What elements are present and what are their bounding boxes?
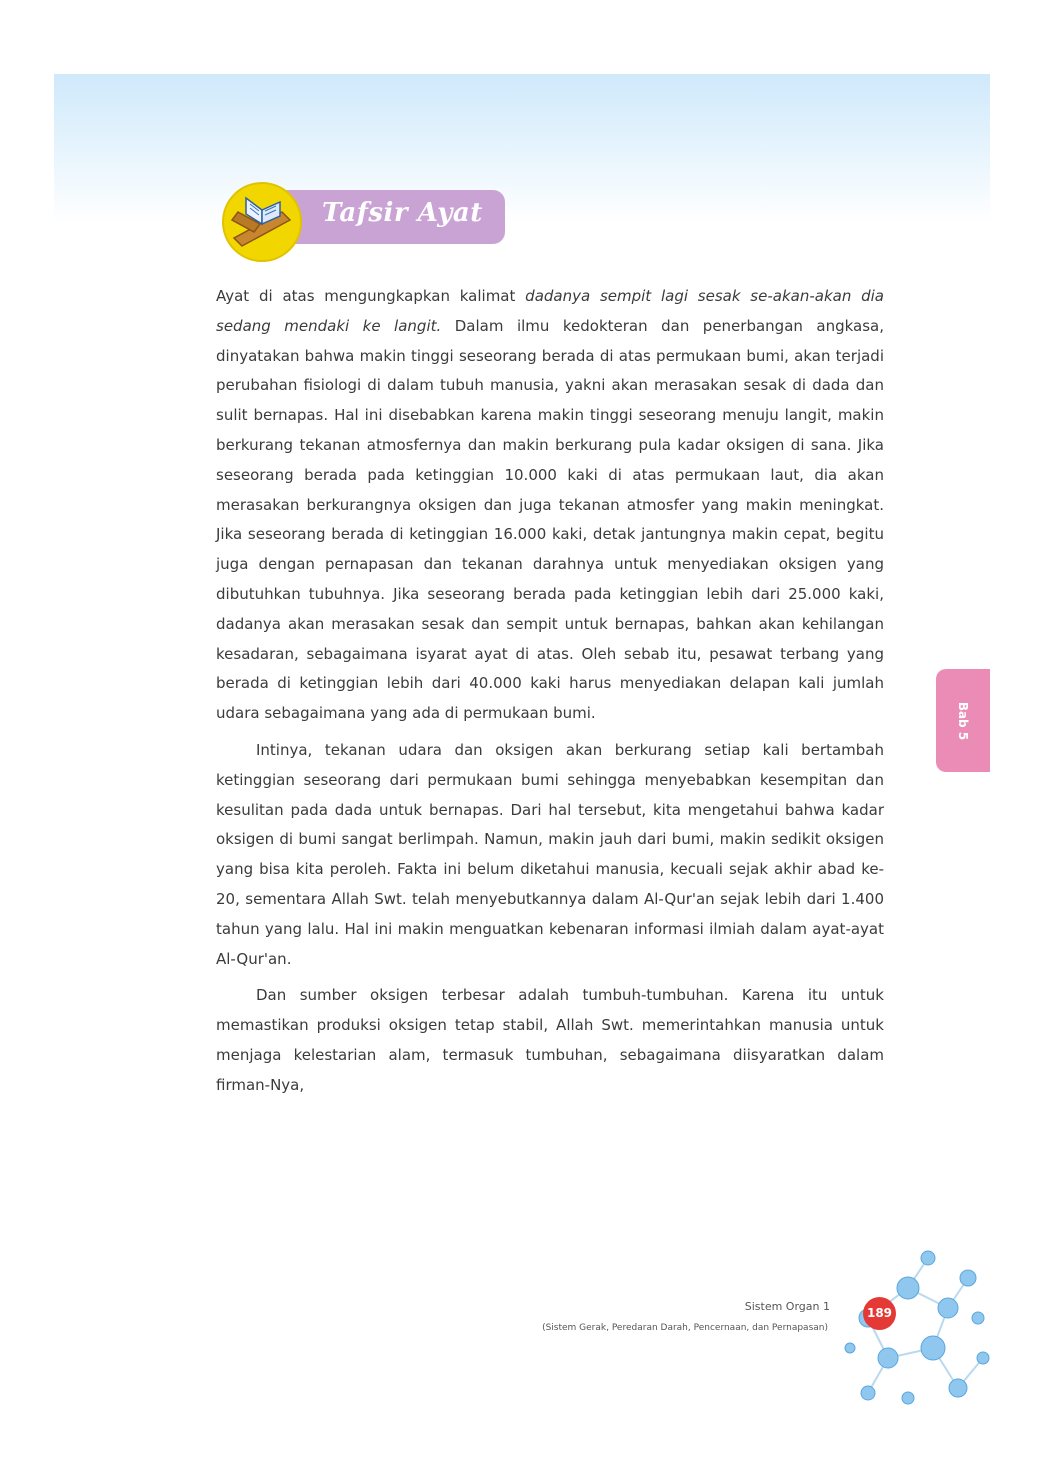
paragraph-1-rest: Dalam ilmu kedokteran dan penerbangan angkasa, dinyatakan bahwa makin tinggi seseorang berada di atas permukaan bumi, akan terjadi perubahan fisiologi di dalam tubuh manusia, yakni akan merasakan sesak di dada dan sulit bernapas. Hal ini disebabkan karena makin tinggi seseorang menuju langit, makin berkurang tekanan atmosfernya dan makin berkurang pula kadar oksigen di sana. Jika seseorang berada pada ketinggian 10.000 kaki di atas permukaan laut, dia akan merasakan berkurangnya oksigen dan juga tekanan atmosfer yang makin meningkat. Jika seseorang berada di ketinggian 16.000 kaki, detak jantungnya makin cepat, begitu juga dengan pernapasan dan tekanan darahnya untuk menyediakan oksigen yang dibutuhkan tubuhnya. Jika seseorang berada pada ketinggian lebih dari 25.000 kaki, dadanya akan merasakan sesak dan sempit untuk bernapas, bahkan akan kehilangan kesadaran, sebagaimana isyarat ayat di atas. Oleh sebab itu, pesawat terbang yang berada di ketinggian lebih dari 40.000 kaki harus menyediakan delapan kali jumlah udara sebagaimana yang ada di permukaan bumi. [216, 316, 884, 723]
section-title: Tafsir Ayat [322, 198, 483, 228]
footer-chapter-title: Sistem Organ 1 [744, 1300, 830, 1313]
open-quran-on-stand-icon [222, 182, 302, 262]
top-gradient-band [54, 74, 990, 224]
paragraph-3: Dan sumber oksigen terbesar adalah tumbuh-tumbuhan. Karena itu untuk memastikan produksi oksigen tetap stabil, Allah Swt. memerintahkan manusia untuk menjaga kelestarian alam, termasuk tumbuhan, sebagaimana diisyaratkan dalam firman-Nya, [216, 986, 884, 1094]
footer-chapter-subtitle: (Sistem Gerak, Peredaran Darah, Pencernaan, dan Pernapasan) [542, 1323, 828, 1333]
chapter-tab [936, 669, 990, 772]
quoted-verse-phrase: dadanya sempit lagi sesak se-akan-akan dia sedang mendaki ke langit. [216, 287, 884, 335]
paragraph-1-intro: Ayat di atas mengungkapkan kalimat [216, 287, 526, 305]
chapter-tab-label: Bab 5 [956, 701, 970, 740]
paragraph-1 [216, 282, 884, 729]
section-header [222, 182, 507, 254]
page-number-badge: 189 [863, 1297, 896, 1330]
body-text [216, 282, 884, 1108]
molecule-decoration [838, 1248, 990, 1408]
paragraph-2: Intinya, tekanan udara dan oksigen akan berkurang setiap kali bertambah ketinggian seseorang dari permukaan bumi sehingga menyebabkan kesempitan dan kesulitan pada dada untuk bernapas. Dari hal tersebut, kita mengetahui bahwa kadar oksigen di bumi sangat berlimpah. Namun, makin jauh dari bumi, makin sedikit oksigen yang bisa kita peroleh. Fakta ini belum diketahui manusia, kecuali sejak akhir abad ke-20, sementara Allah Swt. telah menyebutkannya dalam Al-Qur'an sejak lebih dari 1.400 tahun yang lalu. Hal ini makin menguatkan kebenaran informasi ilmiah dalam ayat-ayat Al-Qur'an. [216, 740, 884, 968]
